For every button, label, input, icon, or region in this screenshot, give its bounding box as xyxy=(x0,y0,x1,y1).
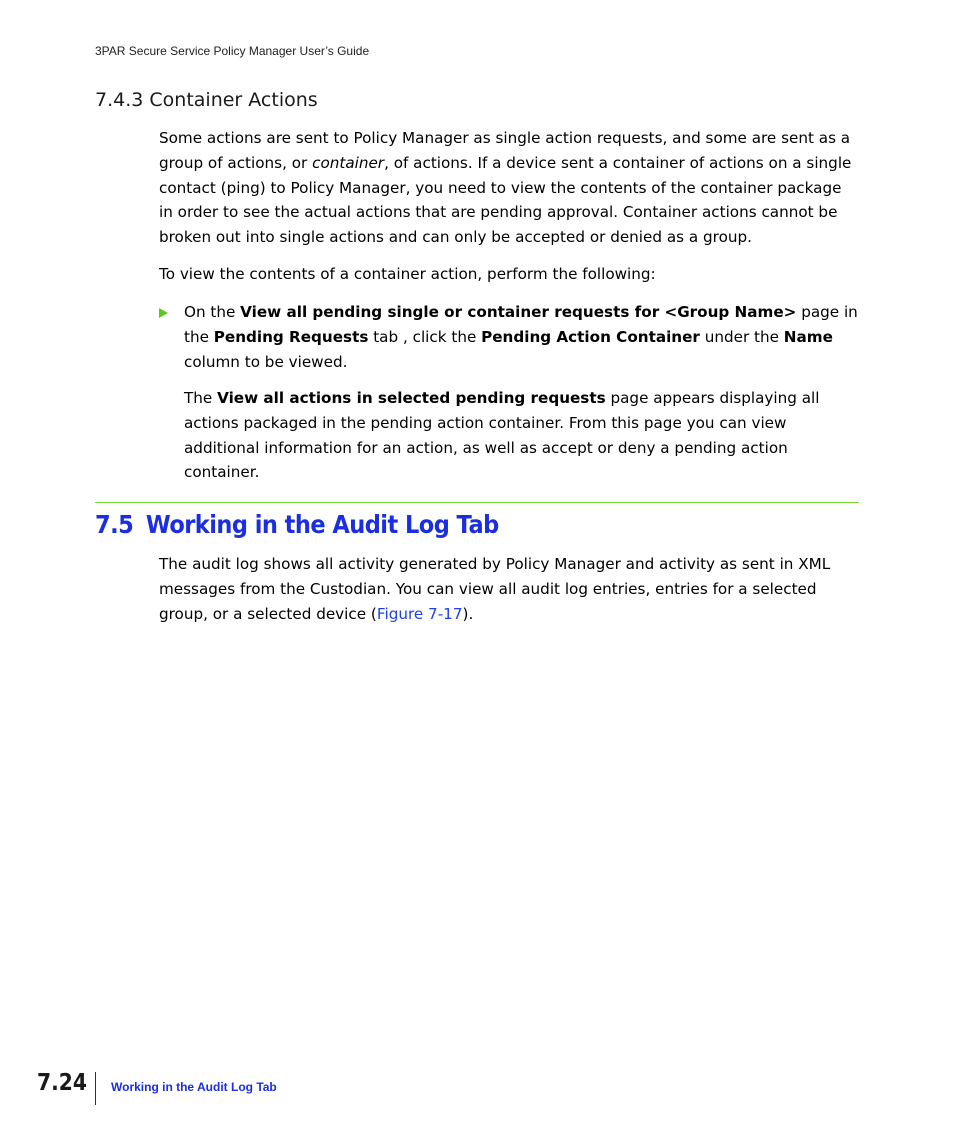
procedure-step-text xyxy=(184,300,859,374)
footer-divider xyxy=(95,1072,96,1105)
running-header: 3PAR Secure Service Policy Manager User’s Guide xyxy=(95,44,370,58)
step-result-paragraph xyxy=(184,386,859,485)
step-text-3: tab , click the xyxy=(368,327,482,346)
section-title xyxy=(95,510,499,539)
triangle-bullet-icon xyxy=(159,308,168,318)
step-bold-page-name: View all pending single or container requests for <Group Name> xyxy=(240,303,797,321)
step-text-5: column to be viewed. xyxy=(184,352,348,371)
section-number: 7.5 xyxy=(95,510,134,539)
page-number: 7.24 xyxy=(37,1070,87,1096)
section-title-text: Working in the Audit Log Tab xyxy=(145,510,499,539)
p4-text-b: ). xyxy=(462,604,474,623)
figure-reference-link[interactable]: Figure 7-17 xyxy=(376,604,463,623)
footer-section-label: Working in the Audit Log Tab xyxy=(111,1080,277,1094)
result-bold-page-name: View all actions in selected pending requests xyxy=(217,389,606,407)
result-text-2: page appears displaying all actions packaged in the pending action container. From this page you can view additional information for an action, as well as accept or deny a pending action container. xyxy=(184,389,820,482)
step-text-2: page in the xyxy=(184,303,858,346)
step-bold-item-name: Pending Action Container xyxy=(481,327,700,346)
container-actions-paragraph xyxy=(159,126,859,250)
p4-text-a: The audit log shows all activity generated by Policy Manager and activity as sent in XML messages from the Custodian. You can view all audit log entries, entries for a selected group, or a selected device ( xyxy=(159,555,831,623)
subsection-title: 7.4.3 Container Actions xyxy=(95,89,318,111)
section-divider xyxy=(95,502,859,503)
step-text-4: under the xyxy=(699,327,784,346)
step-bold-column-name: Name xyxy=(783,327,833,346)
p1-text-b: , of actions. If a device sent a container of actions on a single contact (ping) to Policy Manager, you need to view the contents of the container package in order to see the actual actions that are pending approval. Container actions cannot be broken out into single actions and can only be accepted or denied as a group. xyxy=(159,153,852,247)
p1-italic-term: container xyxy=(312,153,385,172)
p1-text-a: Some actions are sent to Policy Manager as single action requests, and some are sent as a group of actions, or xyxy=(159,129,851,172)
audit-log-paragraph xyxy=(159,552,859,626)
procedure-intro: To view the contents of a container action, perform the following: xyxy=(159,265,656,283)
step-bold-tab-name: Pending Requests xyxy=(213,327,369,346)
result-text-1: The xyxy=(184,389,218,407)
step-text-1: On the xyxy=(184,303,241,321)
